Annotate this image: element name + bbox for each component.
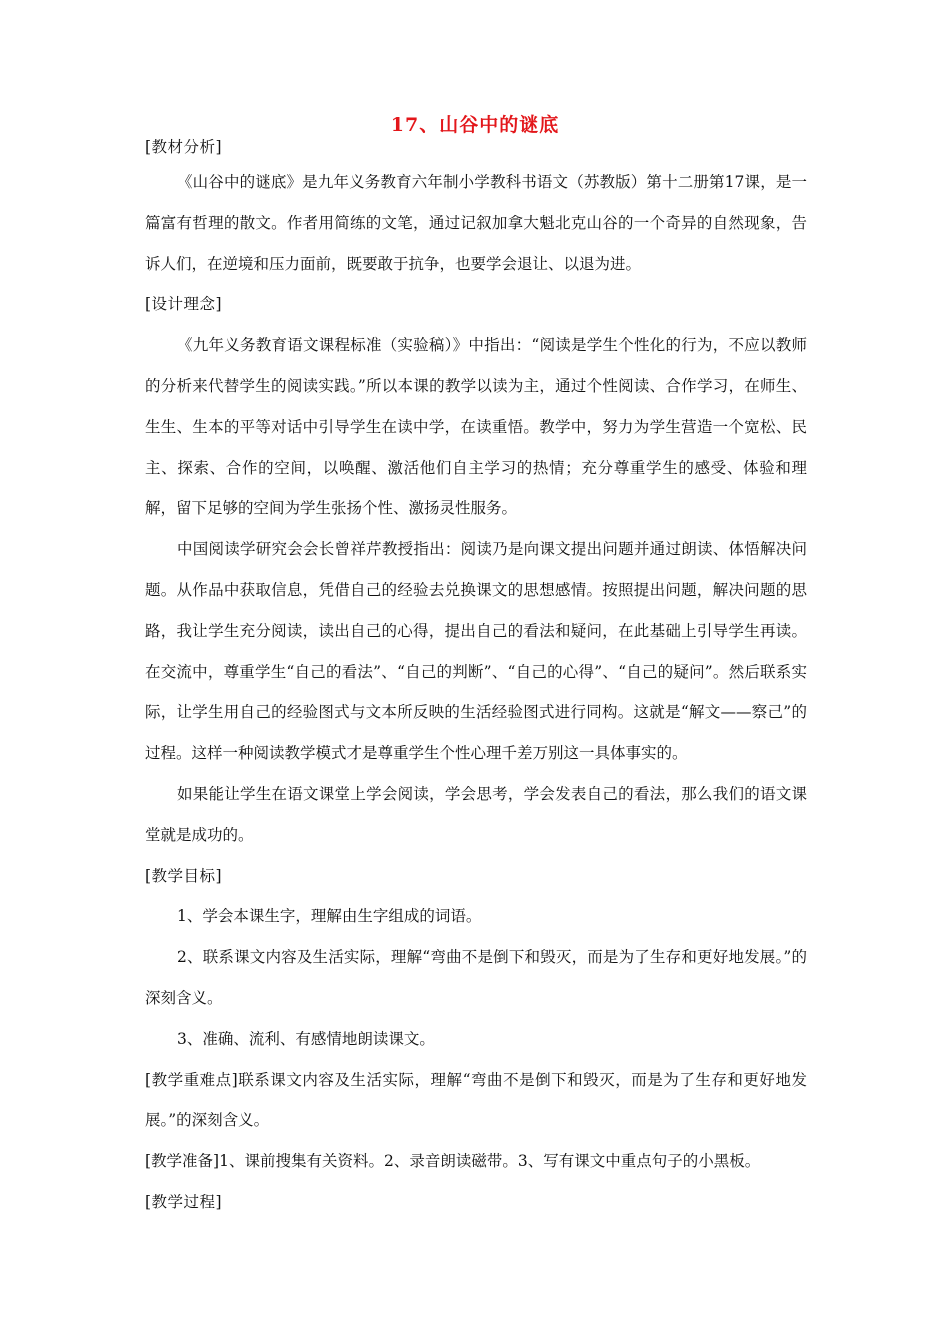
section-heading-process: [教学过程] — [145, 1192, 223, 1211]
prep-text: 1、课前搜集有关资料。2、录音朗读磁带。3、写有课文中重点句子的小黑板。 — [219, 1152, 761, 1171]
section-heading-prep: [教学准备] — [145, 1152, 220, 1171]
document-body — [145, 132, 807, 1223]
page-title: 17、山谷中的谜底 — [390, 114, 560, 136]
paragraph-analysis: 《山谷中的谜底》是九年义务教育六年制小学教科书语文（苏教版）第十二册第17课，是一篇富有哲理的散文。作者用简练的文笔，通过记叙加拿大魁北克山谷的一个奇异的自然现象，告诉人们，在逆境和压力面前，既要敢于抗争，也要学会退让、以退为进。 — [145, 173, 807, 273]
section-heading-goals: [教学目标] — [145, 866, 223, 885]
paragraph-design-2: 中国阅读学研究会会长曾祥芹教授指出：阅读乃是向课文提出问题并通过朗读、体悟解决问题。从作品中获取信息，凭借自己的经验去兑换课文的思想感情。按照提出问题，解决问题的思路，我让学生充分阅读，读出自己的心得，提出自己的看法和疑问，在此基础上引导学生再读。在交流中，尊重学生“自己的看法”、“自己的判断”、“自己的心得”、“自己的疑问”。然后联系实际，让学生用自己的经验图式与文本所反映的生活经验图式进行同构。这就是“解文——察己”的过程。这样一种阅读教学模式才是尊重学生个性心理千差万别这一具体事实的。 — [145, 540, 807, 763]
section-heading-analysis: [教材分析] — [145, 138, 223, 156]
paragraph-design-1: 《九年义务教育语文课程标准（实验稿）》中指出：“阅读是学生个性化的行为，不应以教师的分析来代替学生的阅读实践。”所以本课的教学以读为主，通过个性阅读、合作学习，在师生、生生、生本的平等对话中引导学生在读中学，在读重悟。教学中，努力为学生营造一个宽松、民主、探索、合作的空间，以唤醒、激活他们自主学习的热情；充分尊重学生的感受、体验和理解，留下足够的空间为学生张扬个性、激扬灵性服务。 — [145, 336, 807, 518]
paragraph-design-3: 如果能让学生在语文课堂上学会阅读，学会思考，学会发表自己的看法，那么我们的语文课堂就是成功的。 — [145, 784, 807, 844]
section-heading-design: [设计理念] — [145, 295, 223, 314]
prep-paragraph — [145, 1141, 807, 1182]
goal-item-1: 1、学会本课生字，理解由生字组成的词语。 — [177, 907, 482, 926]
keypoint-paragraph — [145, 1060, 807, 1142]
section-heading-keypoint: [教学重难点] — [145, 1070, 238, 1089]
goal-item-2: 2、联系课文内容及生活实际，理解“弯曲不是倒下和毁灭，而是为了生存和更好地发展。”的深刻含义。 — [145, 948, 807, 1007]
goal-item-3: 3、准确、流利、有感情地朗读课文。 — [177, 1029, 435, 1048]
keypoint-text: 联系课文内容及生活实际，理解“弯曲不是倒下和毁灭，而是为了生存和更好地发展。”的深刻含义。 — [145, 1070, 807, 1130]
